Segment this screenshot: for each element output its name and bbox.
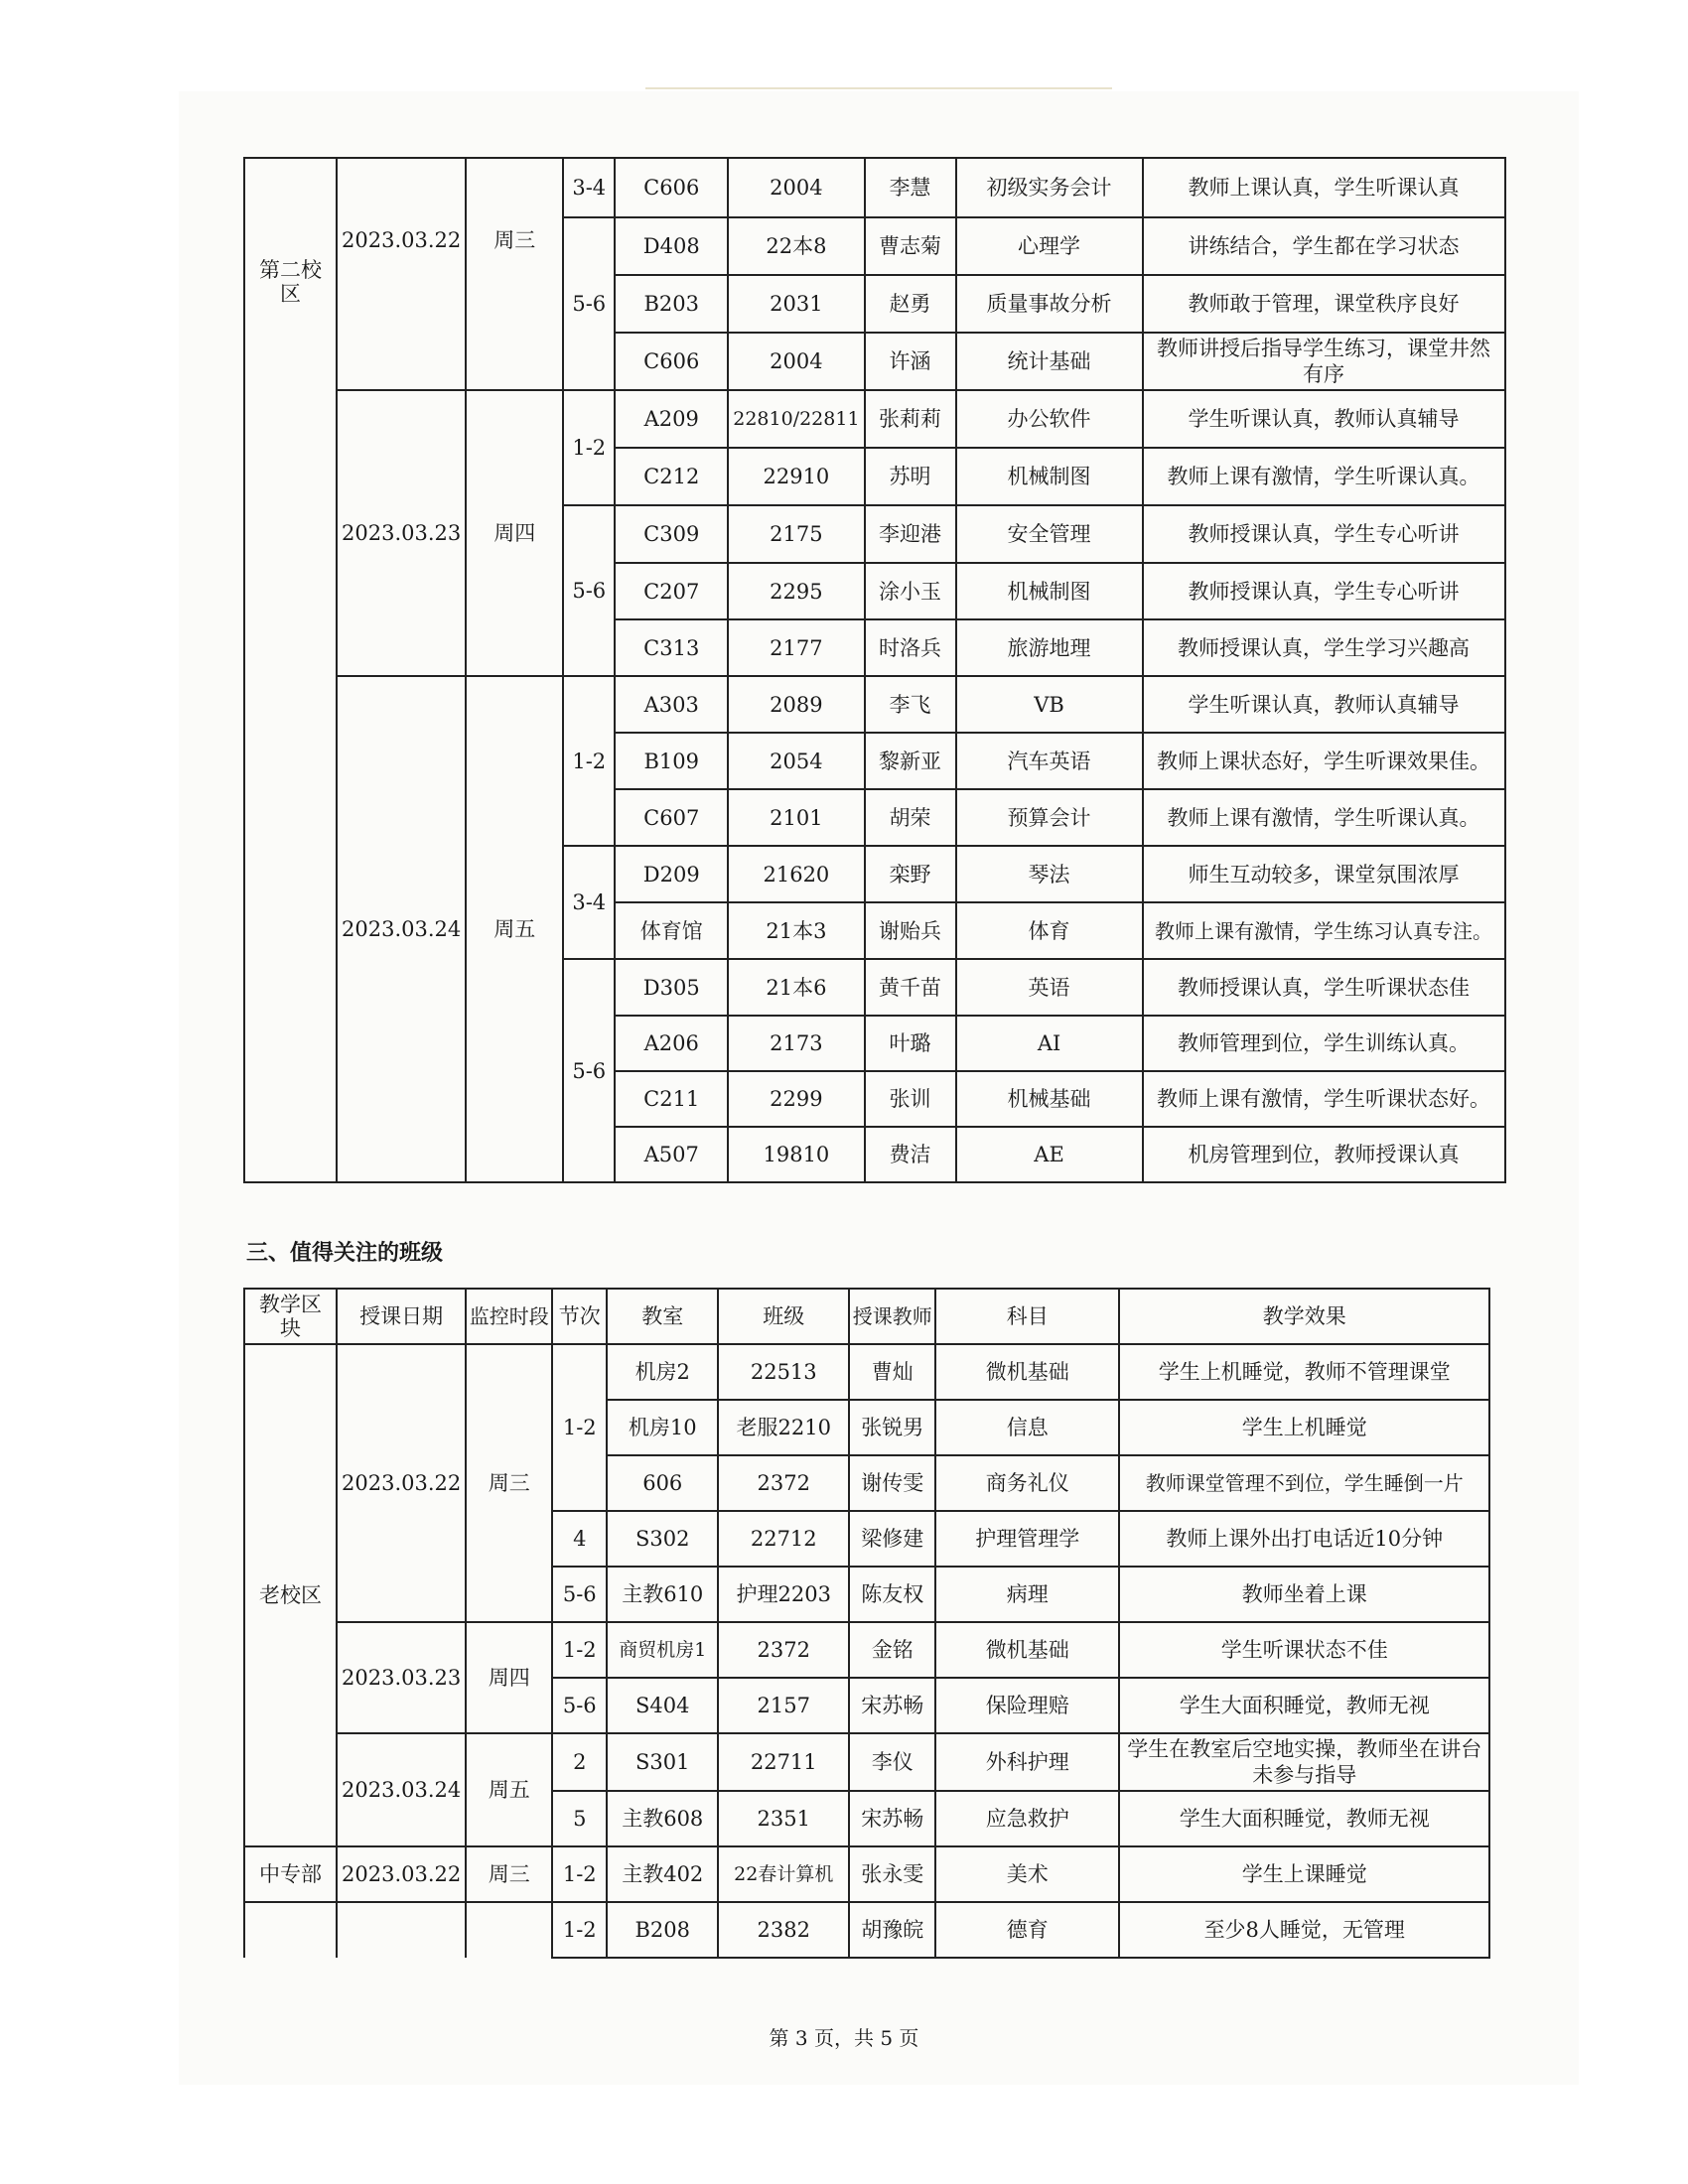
subject-cell: 琴法 [956, 846, 1143, 902]
subject-cell: 德育 [935, 1902, 1119, 1958]
teacher-cell: 张莉莉 [865, 390, 956, 448]
day-cell: 周四 [466, 1622, 552, 1733]
table-header-row [244, 1289, 1489, 1344]
header-cell: 教学区块 [244, 1289, 337, 1344]
effect-cell: 教师上课有激情，学生听课状态好。 [1143, 1071, 1505, 1127]
effect-cell: 学生上课睡觉 [1119, 1846, 1489, 1902]
class-cell: 2372 [718, 1455, 849, 1511]
table-row [244, 390, 1505, 448]
day-cell: 周四 [466, 390, 563, 676]
room-cell: B208 [607, 1902, 718, 1958]
table-row [244, 1733, 1489, 1791]
subject-cell: 机械基础 [956, 1071, 1143, 1127]
effect-cell: 学生大面积睡觉，教师无视 [1119, 1791, 1489, 1846]
header-cell: 教室 [607, 1289, 718, 1344]
subject-cell: 预算会计 [956, 789, 1143, 846]
campus-cell [244, 1902, 337, 1958]
table-row [244, 1846, 1489, 1902]
header-cell: 科目 [935, 1289, 1119, 1344]
class-cell: 22810/22811 [728, 390, 864, 448]
room-cell: A209 [615, 390, 728, 448]
subject-cell: 商务礼仪 [935, 1455, 1119, 1511]
teacher-cell: 时洛兵 [865, 619, 956, 676]
period-cell: 5-6 [563, 217, 615, 390]
class-cell: 2101 [728, 789, 864, 846]
period-cell: 1-2 [552, 1344, 607, 1511]
period-cell: 3-4 [563, 846, 615, 959]
date-cell [337, 1902, 466, 1958]
class-cell: 2299 [728, 1071, 864, 1127]
room-cell: C211 [615, 1071, 728, 1127]
effect-cell: 至少8人睡觉，无管理 [1119, 1902, 1489, 1958]
effect-cell: 学生上机睡觉 [1119, 1400, 1489, 1455]
subject-cell: 信息 [935, 1400, 1119, 1455]
table-row [244, 1622, 1489, 1678]
date-cell: 2023.03.22 [337, 1344, 466, 1622]
period-cell: 5-6 [552, 1567, 607, 1622]
teacher-cell: 张锐男 [849, 1400, 935, 1455]
campus-cell: 老校区 [244, 1344, 337, 1846]
class-cell: 2031 [728, 275, 864, 333]
subject-cell: 汽车英语 [956, 733, 1143, 789]
effect-cell: 教师讲授后指导学生练习，课堂井然有序 [1143, 333, 1505, 390]
subject-cell: 统计基础 [956, 333, 1143, 390]
room-cell: D408 [615, 217, 728, 275]
room-cell: 体育馆 [615, 902, 728, 959]
room-cell: B109 [615, 733, 728, 789]
room-cell: A303 [615, 676, 728, 733]
room-cell: C207 [615, 563, 728, 619]
class-cell: 护理2203 [718, 1567, 849, 1622]
room-cell: C607 [615, 789, 728, 846]
room-cell: C212 [615, 448, 728, 505]
room-cell: C313 [615, 619, 728, 676]
period-cell: 1-2 [563, 390, 615, 505]
effect-cell: 教师上课有激情，学生听课认真。 [1143, 448, 1505, 505]
subject-cell: 保险理赔 [935, 1678, 1119, 1733]
header-cell: 授课教师 [849, 1289, 935, 1344]
subject-cell: 体育 [956, 902, 1143, 959]
teacher-cell: 梁修建 [849, 1511, 935, 1567]
room-cell: S301 [607, 1733, 718, 1791]
effect-cell: 师生互动较多，课堂氛围浓厚 [1143, 846, 1505, 902]
page-number: 第 3 页，共 5 页 [769, 2026, 919, 2050]
subject-cell: 机械制图 [956, 448, 1143, 505]
class-cell: 2351 [718, 1791, 849, 1846]
date-cell: 2023.03.23 [337, 390, 466, 676]
table-row [244, 1344, 1489, 1400]
room-cell: S302 [607, 1511, 718, 1567]
subject-cell: 机械制图 [956, 563, 1143, 619]
teacher-cell: 栾野 [865, 846, 956, 902]
teacher-cell: 宋苏畅 [849, 1791, 935, 1846]
class-cell: 2004 [728, 158, 864, 217]
teacher-cell: 李飞 [865, 676, 956, 733]
effect-cell: 教师管理到位，学生训练认真。 [1143, 1016, 1505, 1071]
class-cell: 2295 [728, 563, 864, 619]
teacher-cell: 谢传雯 [849, 1455, 935, 1511]
room-cell: S404 [607, 1678, 718, 1733]
day-cell [466, 1902, 552, 1958]
effect-cell: 教师上课有激情，学生练习认真专注。 [1143, 902, 1505, 959]
subject-cell: 英语 [956, 959, 1143, 1016]
effect-cell: 学生上机睡觉，教师不管理课堂 [1119, 1344, 1489, 1400]
teacher-cell: 李仪 [849, 1733, 935, 1791]
class-cell: 2382 [718, 1902, 849, 1958]
class-cell: 22910 [728, 448, 864, 505]
room-cell: 主教608 [607, 1791, 718, 1846]
class-cell: 2157 [718, 1678, 849, 1733]
class-cell: 2372 [718, 1622, 849, 1678]
class-cell: 21本6 [728, 959, 864, 1016]
section-heading: 三、值得关注的班级 [246, 1241, 444, 1266]
effect-cell: 教师坐着上课 [1119, 1567, 1489, 1622]
teacher-cell: 胡荣 [865, 789, 956, 846]
period-cell: 5-6 [552, 1678, 607, 1733]
period-cell: 5-6 [563, 505, 615, 676]
subject-cell: 护理管理学 [935, 1511, 1119, 1567]
date-cell: 2023.03.23 [337, 1622, 466, 1733]
subject-cell: 应急救护 [935, 1791, 1119, 1846]
room-cell: 机房10 [607, 1400, 718, 1455]
teacher-cell: 许涵 [865, 333, 956, 390]
subject-cell: 办公软件 [956, 390, 1143, 448]
teacher-cell: 苏明 [865, 448, 956, 505]
effect-cell: 教师上课状态好，学生听课效果佳。 [1143, 733, 1505, 789]
effect-cell: 学生听课认真，教师认真辅导 [1143, 676, 1505, 733]
teacher-cell: 曹灿 [849, 1344, 935, 1400]
effect-cell: 学生大面积睡觉，教师无视 [1119, 1678, 1489, 1733]
date-cell: 2023.03.24 [337, 676, 466, 1182]
header-rule [645, 87, 1112, 89]
day-cell: 周五 [466, 676, 563, 1182]
subject-cell: 初级实务会计 [956, 158, 1143, 217]
teacher-cell: 张永雯 [849, 1846, 935, 1902]
class-cell: 老服2210 [718, 1400, 849, 1455]
header-cell: 班级 [718, 1289, 849, 1344]
teacher-cell: 谢贻兵 [865, 902, 956, 959]
teacher-cell: 涂小玉 [865, 563, 956, 619]
subject-cell: 旅游地理 [956, 619, 1143, 676]
table-row [244, 158, 1505, 217]
day-cell: 周三 [466, 1344, 552, 1622]
class-cell: 2054 [728, 733, 864, 789]
class-cell: 19810 [728, 1127, 864, 1182]
teacher-cell: 宋苏畅 [849, 1678, 935, 1733]
subject-cell: AE [956, 1127, 1143, 1182]
period-cell: 4 [552, 1511, 607, 1567]
room-cell: 商贸机房1 [607, 1622, 718, 1678]
header-cell: 监控时段 [466, 1289, 552, 1344]
class-cell: 22春计算机 [718, 1846, 849, 1902]
class-cell: 21本3 [728, 902, 864, 959]
effect-cell: 教师授课认真，学生听课状态佳 [1143, 959, 1505, 1016]
subject-cell: VB [956, 676, 1143, 733]
period-cell: 1-2 [552, 1846, 607, 1902]
class-cell: 2173 [728, 1016, 864, 1071]
teacher-cell: 张训 [865, 1071, 956, 1127]
day-cell: 周三 [466, 1846, 552, 1902]
date-cell: 2023.03.24 [337, 1733, 466, 1846]
room-cell: 机房2 [607, 1344, 718, 1400]
effect-cell: 学生在教室后空地实操，教师坐在讲台未参与指导 [1119, 1733, 1489, 1791]
teacher-cell: 陈友权 [849, 1567, 935, 1622]
teacher-cell: 胡豫皖 [849, 1902, 935, 1958]
class-cell: 22711 [718, 1733, 849, 1791]
table-row [244, 1902, 1489, 1958]
effect-cell: 学生听课状态不佳 [1119, 1622, 1489, 1678]
effect-cell: 教师授课认真，学生学习兴趣高 [1143, 619, 1505, 676]
class-cell: 22本8 [728, 217, 864, 275]
room-cell: A507 [615, 1127, 728, 1182]
teacher-cell: 李慧 [865, 158, 956, 217]
teacher-cell: 费洁 [865, 1127, 956, 1182]
teacher-cell: 黎新亚 [865, 733, 956, 789]
inspection-table-campus2 [243, 157, 1506, 1183]
period-cell: 1-2 [552, 1902, 607, 1958]
effect-cell: 教师授课认真，学生专心听讲 [1143, 563, 1505, 619]
period-cell: 1-2 [552, 1622, 607, 1678]
class-cell: 21620 [728, 846, 864, 902]
day-cell: 周五 [466, 1733, 552, 1846]
effect-cell: 教师上课认真，学生听课认真 [1143, 158, 1505, 217]
class-cell: 22712 [718, 1511, 849, 1567]
room-cell: D305 [615, 959, 728, 1016]
subject-cell: 质量事故分析 [956, 275, 1143, 333]
day-cell: 周三 [466, 158, 563, 390]
period-cell: 3-4 [563, 158, 615, 217]
effect-cell: 教师上课外出打电话近10分钟 [1119, 1511, 1489, 1567]
period-cell: 1-2 [563, 676, 615, 846]
period-cell: 2 [552, 1733, 607, 1791]
period-cell: 5-6 [563, 959, 615, 1182]
header-cell: 授课日期 [337, 1289, 466, 1344]
effect-cell: 教师授课认真，学生专心听讲 [1143, 505, 1505, 563]
class-cell: 22513 [718, 1344, 849, 1400]
subject-cell: 安全管理 [956, 505, 1143, 563]
room-cell: D209 [615, 846, 728, 902]
teacher-cell: 叶璐 [865, 1016, 956, 1071]
room-cell: 主教402 [607, 1846, 718, 1902]
campus-cell: 中专部 [244, 1846, 337, 1902]
effect-cell: 讲练结合，学生都在学习状态 [1143, 217, 1505, 275]
class-cell: 2175 [728, 505, 864, 563]
subject-cell: 微机基础 [935, 1344, 1119, 1400]
room-cell: B203 [615, 275, 728, 333]
room-cell: C606 [615, 158, 728, 217]
campus-cell: 第二校区 [244, 158, 337, 1182]
effect-cell: 教师课堂管理不到位，学生睡倒一片 [1119, 1455, 1489, 1511]
teacher-cell: 赵勇 [865, 275, 956, 333]
room-cell: C606 [615, 333, 728, 390]
period-cell: 5 [552, 1791, 607, 1846]
class-cell: 2177 [728, 619, 864, 676]
teacher-cell: 金铭 [849, 1622, 935, 1678]
effect-cell: 教师敢于管理，课堂秩序良好 [1143, 275, 1505, 333]
subject-cell: 美术 [935, 1846, 1119, 1902]
subject-cell: 心理学 [956, 217, 1143, 275]
teacher-cell: 李迎港 [865, 505, 956, 563]
header-cell: 节次 [552, 1289, 607, 1344]
teacher-cell: 黄千苗 [865, 959, 956, 1016]
table-row [244, 676, 1505, 733]
teacher-cell: 曹志菊 [865, 217, 956, 275]
subject-cell: AI [956, 1016, 1143, 1071]
subject-cell: 病理 [935, 1567, 1119, 1622]
date-cell: 2023.03.22 [337, 158, 466, 390]
effect-cell: 学生听课认真，教师认真辅导 [1143, 390, 1505, 448]
class-cell: 2004 [728, 333, 864, 390]
room-cell: A206 [615, 1016, 728, 1071]
header-cell: 教学效果 [1119, 1289, 1489, 1344]
subject-cell: 外科护理 [935, 1733, 1119, 1791]
subject-cell: 微机基础 [935, 1622, 1119, 1678]
class-cell: 2089 [728, 676, 864, 733]
date-cell: 2023.03.22 [337, 1846, 466, 1902]
room-cell: 主教610 [607, 1567, 718, 1622]
notable-classes-table [243, 1288, 1490, 1959]
room-cell: C309 [615, 505, 728, 563]
effect-cell: 机房管理到位，教师授课认真 [1143, 1127, 1505, 1182]
effect-cell: 教师上课有激情，学生听课认真。 [1143, 789, 1505, 846]
room-cell: 606 [607, 1455, 718, 1511]
